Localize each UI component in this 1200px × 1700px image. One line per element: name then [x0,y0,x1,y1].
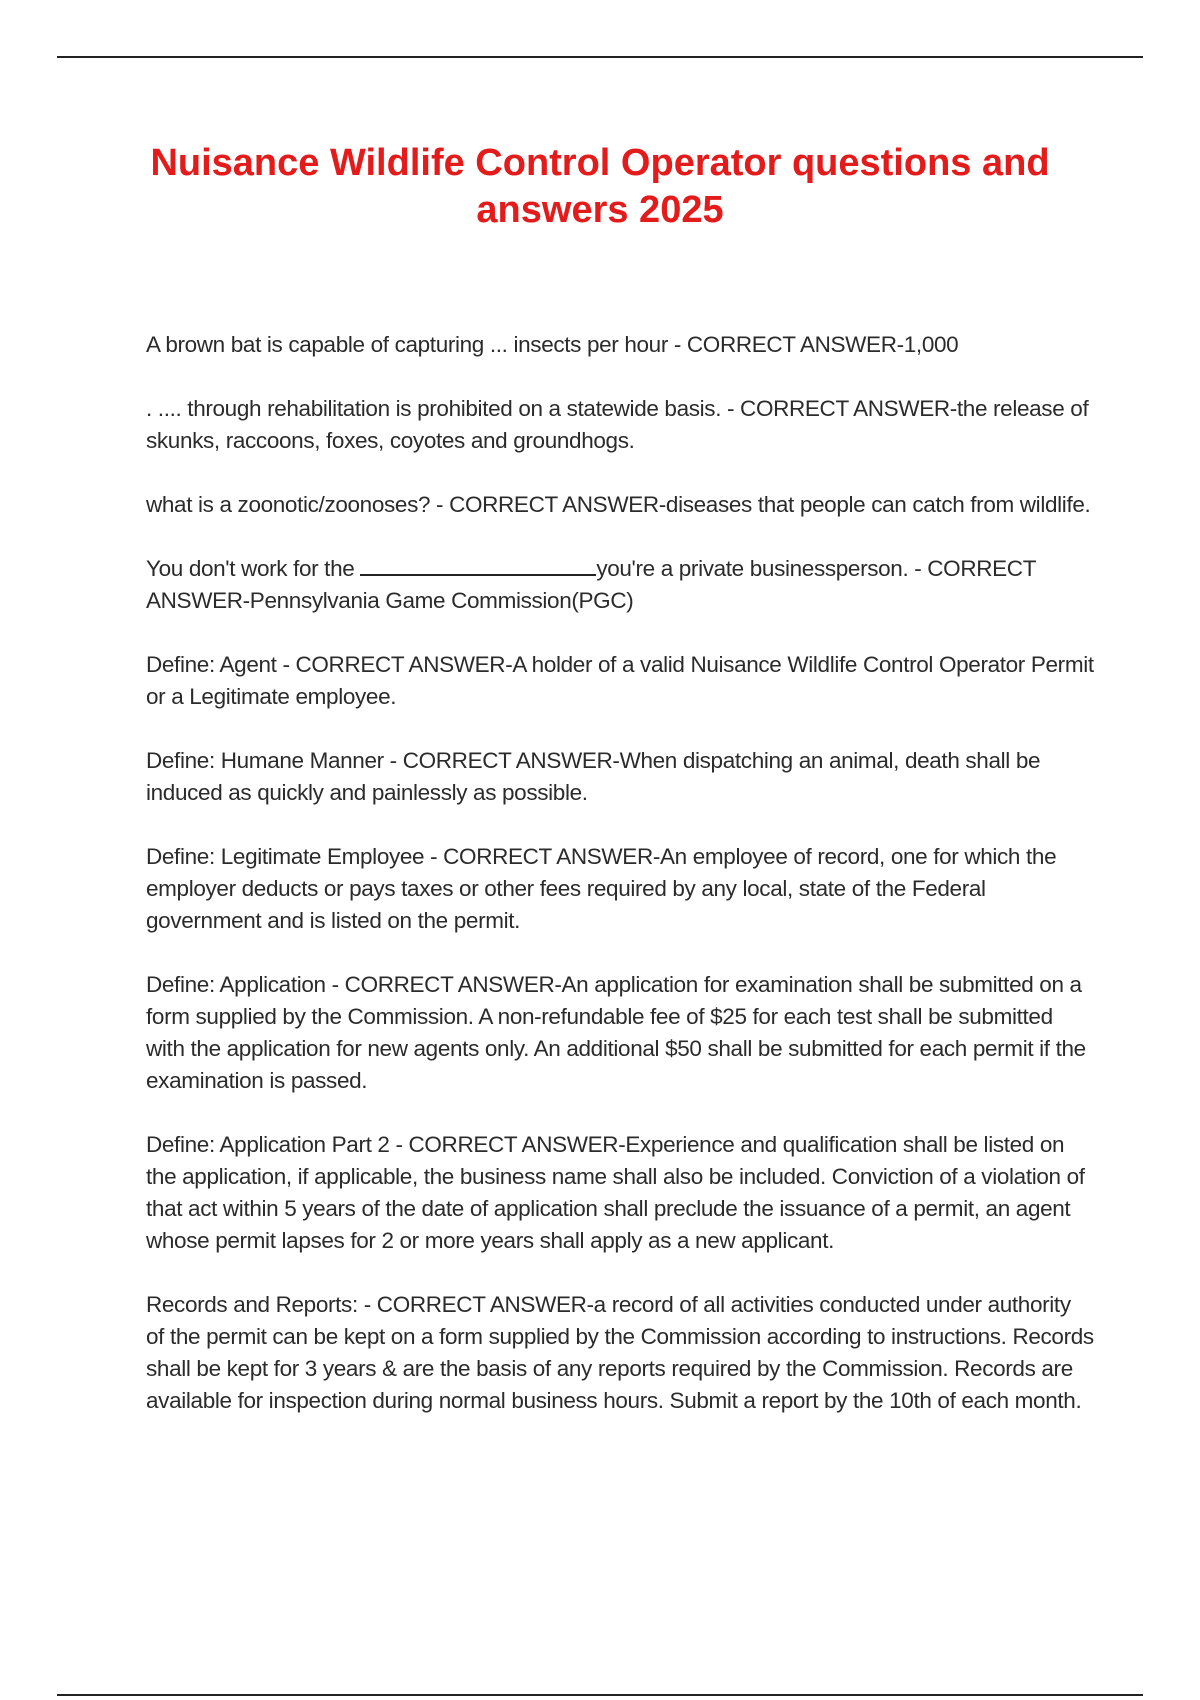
qa-text: Records and Reports: - CORRECT ANSWER-a record of all activities conducted under authority of the permit can be kept on a form supplied by the Commission according to instructions. Records shall be kept for 3 years & are the basis of any reports required by the Commission. Records are available for inspection during normal business hours. Submit a report by the 10th of each month. [146,1292,1094,1413]
qa-item-7 [146,841,1094,937]
qa-text: You don't work for the [146,556,361,581]
qa-text-after-blank: you're a private businessperson. - CORRECT ANSWER-Pennsylvania Game Commission(PGC) [146,556,1036,613]
qa-item-4 [146,553,1094,617]
qa-item-10 [146,1289,1094,1417]
qa-text: Define: Application - CORRECT ANSWER-An application for examination shall be submitted on a form supplied by the Commission. A non-refundable fee of $25 for each test shall be submitted with the application for new agents only. An additional $50 shall be submitted for each permit if the examination is passed. [146,972,1086,1093]
qa-text: Define: Humane Manner - CORRECT ANSWER-When dispatching an animal, death shall be induced as quickly and painlessly as possible. [146,748,1041,805]
qa-item-2 [146,393,1094,457]
qa-text: . .... through rehabilitation is prohibited on a statewide basis. - CORRECT ANSWER-the release of skunks, raccoons, foxes, coyotes and groundhogs. [146,396,1089,453]
qa-item-3 [146,489,1094,521]
qa-text: A brown bat is capable of capturing ... insects per hour - CORRECT ANSWER-1,000 [146,332,959,357]
qa-item-9 [146,1129,1094,1257]
qa-item-8 [146,969,1094,1097]
qa-item-6 [146,745,1094,809]
document-title: Nuisance Wildlife Control Operator questions and answers 2025 [150,142,1050,231]
fill-in-blank [360,556,596,576]
qa-text: Define: Agent - CORRECT ANSWER-A holder of a valid Nuisance Wildlife Control Operator Permit or a Legitimate employee. [146,652,1094,709]
qa-text: Define: Application Part 2 - CORRECT ANSWER-Experience and qualification shall be listed on the application, if applicable, the business name shall also be included. Conviction of a violation of that act within 5 years of the date of application shall preclude the issuance of a permit, an agent whose permit lapses for 2 or more years shall apply as a new applicant. [146,1132,1085,1253]
top-divider [57,56,1143,58]
qa-item-1 [146,329,1094,361]
qa-list [146,329,1094,1449]
bottom-divider [57,1694,1143,1696]
qa-item-5 [146,649,1094,713]
qa-text: Define: Legitimate Employee - CORRECT ANSWER-An employee of record, one for which the employer deducts or pays taxes or other fees required by any local, state of the Federal government and is listed on the permit. [146,844,1057,933]
qa-text: what is a zoonotic/zoonoses? - CORRECT ANSWER-diseases that people can catch from wildlife. [146,492,1091,517]
